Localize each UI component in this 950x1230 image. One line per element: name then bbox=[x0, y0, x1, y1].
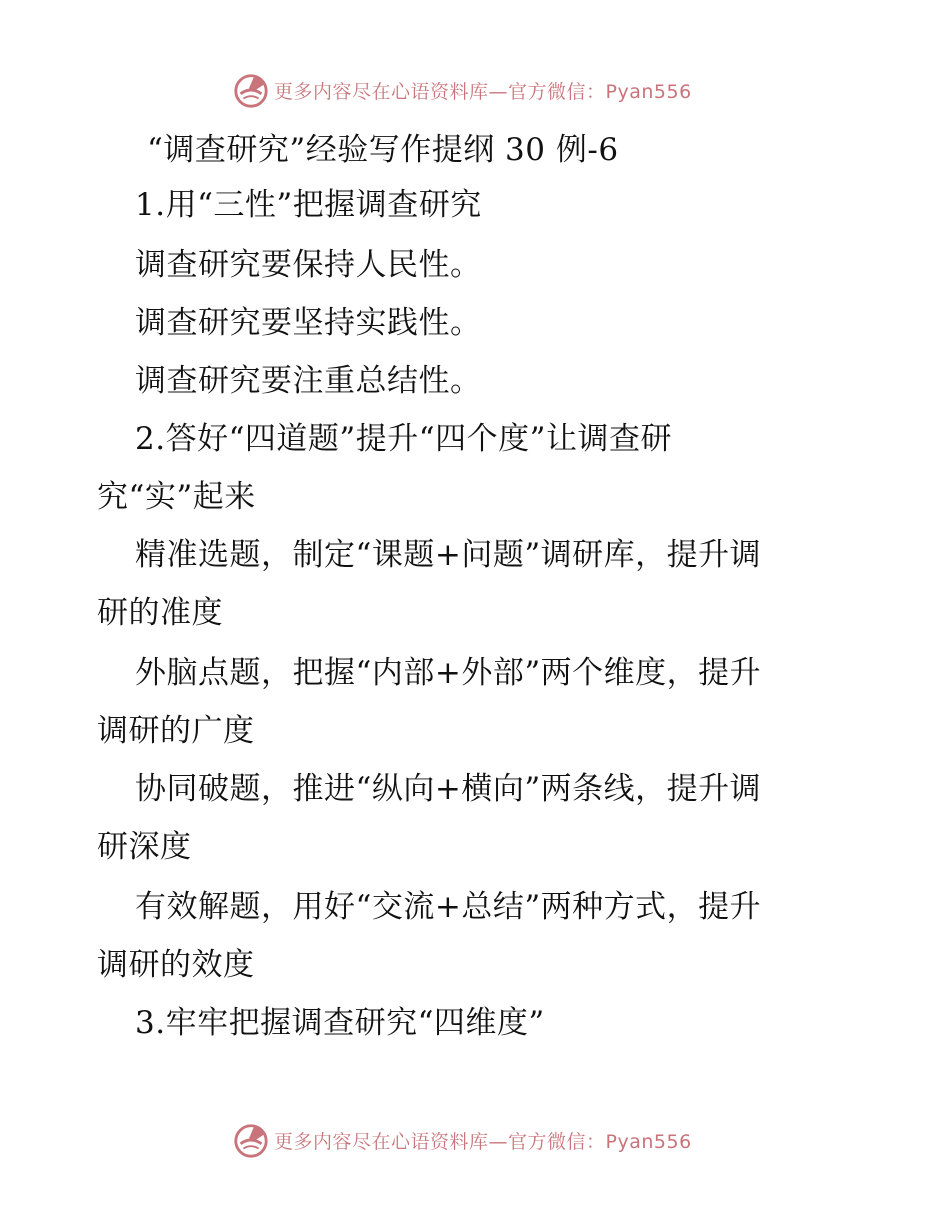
watermark-footer bbox=[232, 1120, 692, 1160]
paragraph-line: 有效解题，用好“交流+总结”两种方式，提升 bbox=[135, 889, 762, 925]
paragraph-line: 研的准度 bbox=[97, 595, 223, 631]
book-pen-logo-icon bbox=[232, 71, 270, 109]
section-heading-3: 3.牢牢把握调查研究“四维度” bbox=[135, 1005, 545, 1041]
paragraph-line: 调查研究要保持人民性。 bbox=[135, 247, 482, 283]
paragraph-line: 调查研究要注重总结性。 bbox=[135, 363, 482, 399]
section-heading-1: 1.用“三性”把握调查研究 bbox=[135, 187, 482, 223]
section-heading-2: 2.答好“四道题”提升“四个度”让调查研 bbox=[135, 421, 672, 457]
paragraph-line: 协同破题，推进“纵向+横向”两条线，提升调 bbox=[135, 771, 762, 807]
paragraph-line: 外脑点题，把握“内部+外部”两个维度，提升 bbox=[135, 655, 762, 691]
paragraph-line: 调查研究要坚持实践性。 bbox=[135, 305, 482, 341]
book-pen-logo-icon bbox=[232, 1121, 270, 1159]
watermark-text: 更多内容尽在心语资料库—官方微信：Pyan556 bbox=[274, 1130, 692, 1153]
watermark-header bbox=[232, 70, 692, 110]
section-heading-2-cont: 究“实”起来 bbox=[97, 479, 256, 515]
watermark-text: 更多内容尽在心语资料库—官方微信：Pyan556 bbox=[274, 80, 692, 103]
document-title: “调查研究”经验写作提纲 30 例-6 bbox=[147, 132, 619, 168]
paragraph-line: 精准选题，制定“课题+问题”调研库，提升调 bbox=[135, 537, 762, 573]
paragraph-line: 调研的广度 bbox=[97, 713, 255, 749]
paragraph-line: 研深度 bbox=[97, 829, 192, 865]
paragraph-line: 调研的效度 bbox=[97, 947, 255, 983]
